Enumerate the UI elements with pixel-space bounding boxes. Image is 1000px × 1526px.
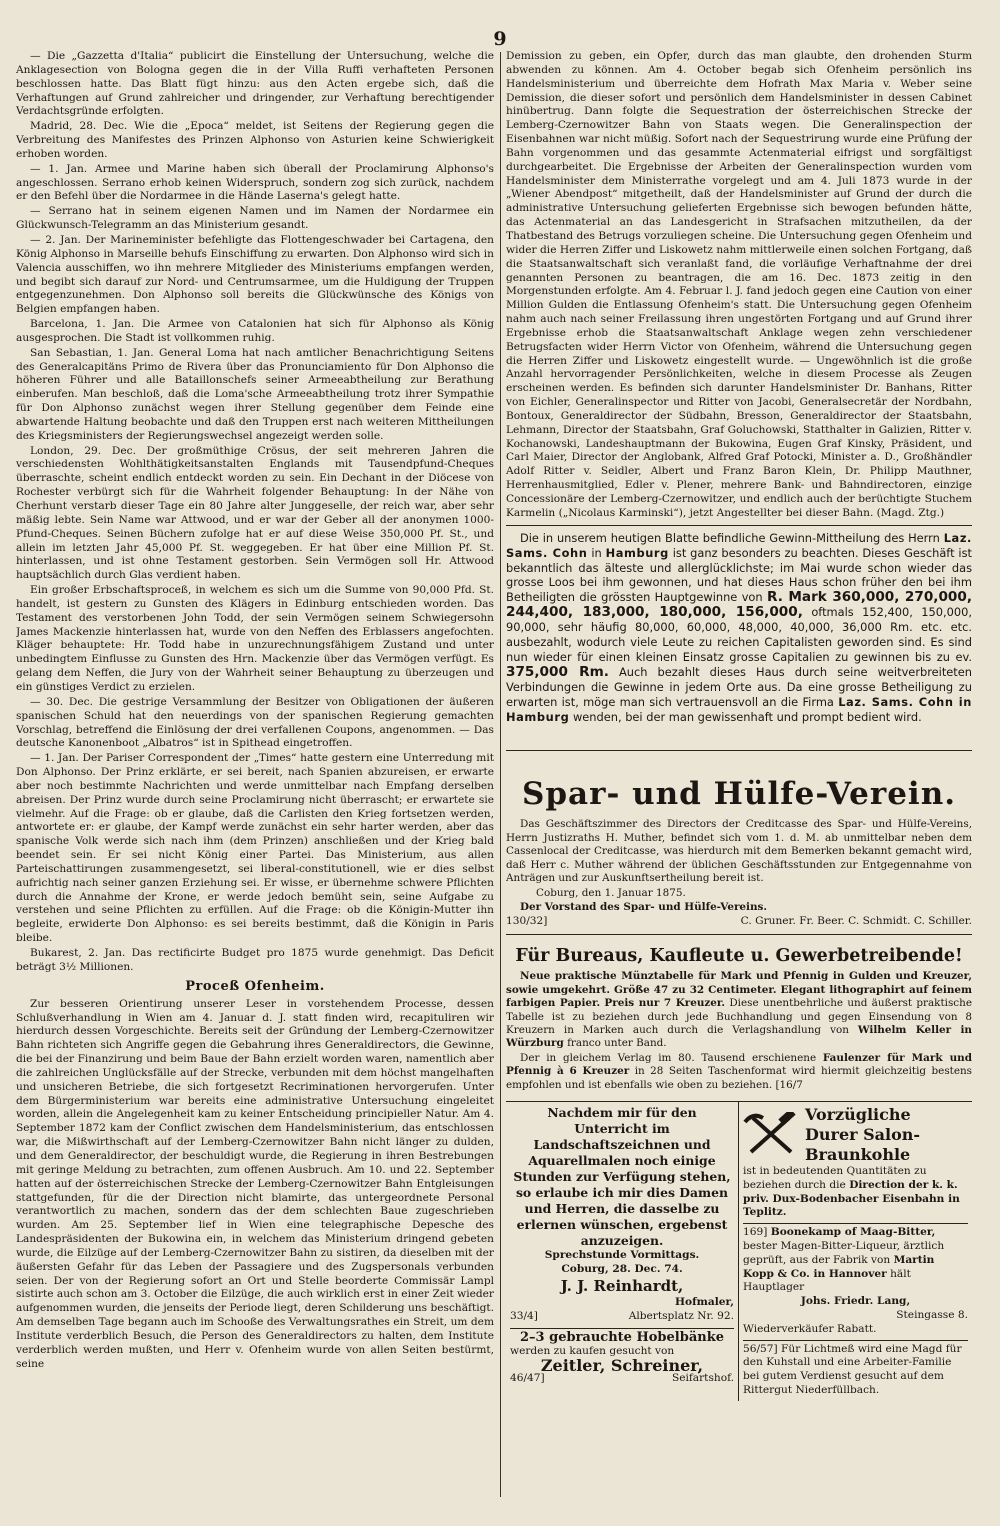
boonekamp-rebate: Wiederverkäufer Rabatt. xyxy=(743,1322,877,1335)
kohle-title: Vorzügliche Durer Salon-Braunkohle xyxy=(805,1104,921,1164)
hammer-and-pick-icon xyxy=(743,1112,799,1158)
bureaus-text3: franco unter Band. xyxy=(567,1037,667,1050)
kohle-firm: Direction der k. k. priv. Dux-Bodenbacher Eisenbahn in Teplitz. xyxy=(743,1178,960,1219)
cohn-body: ist ganz besonders zu beachten. Dieses Geschäft ist bekanntlich das älteste und allerglücklichste; im Mai wurde schon wieder das grosse Loos bei ihm gewonnen, und hat dieses Haus schon früher den bei ihm Betheiligten die grössten Hauptgewinne von xyxy=(506,545,972,605)
bureaus-faulenzer: Faulenzer für Mark und Pfennig à 6 Kreuzer xyxy=(506,1051,972,1078)
article-obligationen: — 30. Dec. Die gestrige Versammlung der Besitzer von Obligationen der äußeren spanischen Schuld hat den neuerdings von der spanischen Regierung gemachten Vorschlag, betreffend die Einlösung der drei verfallenen Coupons, angenommen. — Das deutsche Kanonenboot „Albatros“ ist in Spithead eingetroffen. xyxy=(16,695,494,750)
reinhardt-name: J. J. Reinhardt, xyxy=(560,1276,684,1295)
article-barcelona: Barcelona, 1. Jan. Die Armee von Catalonien hat sich für Alphonso als König ausgesprochen. Die Stadt ist vollkommen ruhig. xyxy=(16,318,494,344)
spar-verein-text: Das Geschäftszimmer des Directors der Creditcasse des Spar- und Hülfe-Vereins, Herrn Justizraths H. Muther, befindet sich vom 1. d. M. ab unmittelbar neben dem Cassenlocal der Creditcasse, was hierdurch mit dem Bemerken bekannt gemacht wird, daß Herr c. Muther während der üblichen Geschäftsstunden zur Entgegennahme von Anträgen und zur Auskunftsertheilung bereit ist. xyxy=(506,818,972,885)
article-erbschaftsprocess: Ein großer Erbschaftsproceß, in welchem es sich um die Summe von 90,000 Pfd. St. handelt, ist gestern zu Gunsten des Klägers in Edinburg entschieden worden. Das Testament des verstorbenen John Todd, der sein Vermögen seinem Schwiegersohn James Mackenzie hinterlassen hat, wurde von den Neffen des Erblassers angefochten. Kläger behauptete: Hr. Todd habe in unzurechnungsfähigem Zustand und unter unbedingtem Einflusse zu Gunsten des Hrn. Mackenzie über das Vermögen verfügt. Es gelang dem Neffen, die Jury von der Wahrheit seiner Behauptung zu überzeugen und ein günstiges Verdict zu erzielen. xyxy=(16,584,494,693)
reinhardt-hours: Sprechstunde Vormittags. xyxy=(544,1248,700,1261)
article-marineminister: — 2. Jan. Der Marineminister befehligte das Flottengeschwader bei Cartagena, den König Alphonso in Marseille behufs Einschiffung zu erwarten. Don Alphonso wird sich in Valencia ausschiffen, wo ihn mehrere Mitglieder des Ministeriums empfangen werden, und begibt sich darauf zur Nord- und Centrumsarmee, um die Huldigung der Truppen entgegenzunehmen. Don Alphonso soll bereits die Glückwünsche des Königs von Belgien empfangen haben. xyxy=(16,233,494,316)
kohle-header xyxy=(743,1105,968,1165)
left-column xyxy=(16,50,494,1510)
article-bukarest: Bukarest, 2. Jan. Das rectificirte Budget pro 1875 wurde genehmigt. Das Deficit beträgt 3½ Millionen. xyxy=(16,947,494,973)
small-ads-grid xyxy=(506,1101,972,1401)
magd-ref: 56/57] xyxy=(743,1342,778,1355)
hobel-ref: 46/47] xyxy=(510,1372,545,1385)
boonekamp-depot: hält Hauptlager xyxy=(743,1267,911,1294)
spar-verein-ref: 130/32] xyxy=(506,915,548,928)
hobel-title: 2–3 gebrauchte Hobelbänke xyxy=(520,1329,724,1345)
cohn-name: Laz. Sams. Cohn xyxy=(506,530,972,560)
boonekamp-text: bester Magen-Bitter-Liqueur, ärztlich geprüft, aus der Fabrik von xyxy=(743,1239,945,1266)
hobel-name: Zeitler, Schreiner, xyxy=(540,1355,704,1375)
cohn-body-2: Auch bezahlt dieses Haus durch seine weitverbreiteten Verbindungen die Gewinne in jedem Orte aus. Da eine grosse Betheiligung zu erwarten ist, möge man sich vertrauensvoll an die Firma xyxy=(506,664,972,709)
bureaus-price: Preis nur 7 Kreuzer. xyxy=(604,997,726,1010)
spar-verein-board: Der Vorstand des Spar- und Hülfe-Vereins. xyxy=(520,900,768,913)
cohn-advertisement xyxy=(506,525,972,729)
cohn-city: Hamburg xyxy=(605,545,669,560)
bureaus-ad xyxy=(506,934,972,1096)
reinhardt-date: Coburg, 28. Dec. 74. xyxy=(561,1262,683,1275)
boonekamp-firm: Martin Kopp & Co. in Hannover xyxy=(743,1253,935,1280)
article-ofenheim: Zur besseren Orientirung unserer Leser in vorstehendem Processe, dessen Schlußverhandlung in Wien am 4. Januar d. J. statt finden wird, recapituliren wir hierdurch dessen Vorgeschichte. Bereits seit der Gründung der Lemberg-Czernowitzer Bahn richteten sich Angriffe gegen die Gebahrung ihres Generaldirectors, die Gewinne, die bei der Finanzirung und beim Baue der Bahn erzielt worden waren, namentlich aber die zahlreichen Unglücksfälle auf der Strecke, verbunden mit dem höchst mangelhaften und unsicheren Betriebe, die sich fortgesetzt Recriminationen hervorgerufen. Unter dem Bürgerministerium war bereits eine administrative Untersuchung eingeleitet worden, allein die Angelegenheit kam zu keiner Entscheidung principieller Natur. Am 4. September 1872 kam der Conflict zwischen dem Handelsministerium, das entschlossen war, die Mißwirthschaft auf der Lemberg-Czernowitzer Bahn nicht länger zu dulden, und dem Generaldirector, der beschuldigt wurde, die Regierung in ihren Bestrebungen mit geringe Meldung zu betrachten, zum offenen Ausbruch. Am 10. und 22. September hatten auf der österreichischen Strecke der Lemberg-Czernowitzer Bahn Entgleisungen stattgefunden, für die der Direction nicht blamirte, das untergeordnete Personal verantwortlich zu machen, sondern das der dem schlechten Baue zugeschrieben wurden. Am 25. September lief in Wien eine telegraphische Depesche des Landespräsidenten der Bukowina ein, in welchem das Ministerium dringend gebeten wurde, die Eilzüge auf der Lemberg-Czernowitzer Bahn zu sistiren, da dieselben mit der äußersten Gefahr für das Leben der Passagiere und des Zugspersonals verbunden seien. Der von der Regierung sofort an Ort und Stelle beorderte Commissär Lampl sistirte auch schon am 3. October die Eilzüge, die auch wirklich erst in einer Zeit wieder aufgenommen wurden, die jenseits der Periode liegt, deren Schilderung uns beschäftigt. Am demselben Tage begann auch im Schooße des Verwaltungsrathes ein Streit, um dem Institute verderblich Besuch, die Person des Generaldirectors zu halten, dem Institute verderblich werden mußten, und Herr v. Ofenheim wurde von allen Seiten bestürmt, seine xyxy=(16,997,494,1370)
kohle-text xyxy=(743,1165,968,1220)
hobel-place: Seifartshof. xyxy=(671,1372,734,1385)
spar-verein-title: Spar- und Hülfe-Verein. xyxy=(521,776,957,813)
cohn-amounts-big: R. Mark 360,000, 270,000, 244,400, 183,000, 180,000, 156,000, xyxy=(506,589,972,621)
boonekamp-ad xyxy=(743,1223,968,1336)
reinhardt-address: Albertsplatz Nr. 92. xyxy=(628,1310,734,1323)
cohn-intro: Die in unserem heutigen Blatte befindliche Gewinn-Mittheilung des Herrn xyxy=(520,530,940,545)
reinhardt-footer xyxy=(510,1310,734,1324)
article-proclamation: — 1. Jan. Armee und Marine haben sich überall der Proclamirung Alphonso's angeschlossen. Serrano erhob keinen Widerspruch, sondern zog sich zurück, nachdem er den Befehl über die Nordarmee in die Hände Laserna's gelegt hatte. xyxy=(16,162,494,203)
article-madrid: Madrid, 28. Dec. Wie die „Epoca“ meldet, ist Seitens der Regierung gegen die Verbreitung des Manifestes des Prinzen Alphonso von Asturien keine Schwierigkeit erhoben worden. xyxy=(16,120,494,160)
article-ofenheim-continued: Demission zu geben, ein Opfer, durch das man glaubte, den drohenden Sturm abwenden zu können. Am 4. October begab sich Ofenheim persönlich ins Handelsministerium und überreichte dem Hofrath Max Maria v. Weber seine Demission, die dieser sofort und persönlich dem Handelsminister in dessen Cabinet hinübertrug. Dann folgte die Sequestration der österreichischen Strecke der Lemberg-Czernowitzer Bahn von Staats wegen. Die Generalinspection der Eisenbahnen war nicht müßig. Sofort nach der Sequestrirung wurde eine Prüfung der Bahn vorgenommen und das gesammte Actenmaterial eifrigst und sorgfältigst durchgearbeitet. Die Ergebnisse der Arbeiten der Generalinspection wurden vom Handelsminister dem Ministerrathe vorgelegt und am 4. Juli 1873 wurde in der „Wiener Abendpost“ mitgetheilt, daß der Handelsminister auf Grund der durch die administrative Untersuchung gelieferten Ergebnisse sich bewogen befunden hätte, das Actenmaterial an das Landesgericht in Strafsachen mitzutheilen, da der Thatbestand des Betrugs vorzuliegen scheine. Die Untersuchung gegen Ofenheim und wider die Herren Ziffer und Liskowetz nahm mittlerweile einen solchen Fortgang, daß die Staatsanwaltschaft sich veranlaßt fand, die vorläufige Verhaftnahme der drei genannten Personen zu beantragen, die am 16. Dec. 1873 zeitig in den Morgenstunden erfolgte. Am 4. Februar l. J. fand jedoch gegen eine Caution von einer Million Gulden die Entlassung Ofenheim's statt. Die Untersuchung gegen Ofenheim nahm auch nach seiner Freilassung ihren ungestörten Fortgang und auf Grund ihrer Ergebnisse erhob die Staatsanwaltschaft Anklage wegen zehn verschiedener Betrugsfacten wider Herrn Victor von Ofenheim, während die Untersuchung gegen die Herren Ziffer und Liskowetz eingestellt wurde. — Ungewöhnlich ist die große Anzahl hervorragender Persönlichkeiten, welche in diesem Processe als Zeugen erscheinen werden. Es befinden sich darunter Handelsminister Dr. Banhans, Ritter von Eichler, Generalinspector und Ritter von Jacobi, Generalsecretär der Nordbahn, Bontoux, Generaldirector der Südbahn, Bresson, Generaldirector der Staatsbahn, Lehmann, Director der Staatsbahn, Graf Goluchowski, Statthalter in Galizien, Ritter v. Kochanowski, Landeshauptmann der Bukowina, Eugen Graf Kinsky, Präsident, und Carl Maier, Director der Anglobank, Alfred Graf Potocki, Minister a. D., Großhändler Adolf Ritter v. Seidler, Albert und Franz Baron Klein, Dr. Philipp Mauthner, Herrenhausmitglied, Edler v. Plener, mehrere Bank- und Bahndirectoren, einzige Concessionäre der Lemberg-Czernowitzer, und endlich auch der berüchtigte Stuchem Karmelin („Nicolaus Karminski“), jetzt Angestellter bei dieser Bahn. (Magd. Ztg.) xyxy=(506,50,972,519)
bureaus-text4: Der in gleichem Verlag im 80. Tausend erschienene xyxy=(520,1051,817,1064)
bureaus-title: Für Bureaus, Kaufleute u. Gewerbetreibende! xyxy=(515,946,963,967)
column-divider xyxy=(500,52,501,1497)
boonekamp-title: Boonekamp of Maag-Bitter, xyxy=(770,1226,936,1239)
bureaus-text5: in 28 Seiten Taschenformat wird hiermit gleichzeitig bestens empfohlen und ist ebenfalls wie oben zu beziehen. xyxy=(506,1065,972,1091)
spar-verein-ad xyxy=(506,750,972,930)
kohle-text-body: ist in bedeutenden Quantitäten zu beziehen durch die xyxy=(743,1164,927,1191)
bureaus-text2: Diese unentbehrliche und äußerst praktische Tabelle ist zu beziehen durch jede Buchhandlung und gegen Einsendung von 8 Kreuzern in Marken auch durch die Verlagshandlung von xyxy=(506,997,972,1036)
page-number: 9 xyxy=(493,28,507,50)
article-serrano: — Serrano hat in seinem eigenen Namen und im Namen der Nordarmee ein Glückwunsch-Telegramm an das Ministerium gesandt. xyxy=(16,205,494,232)
reinhardt-ad xyxy=(506,1102,739,1401)
article-times-interview: — 1. Jan. Der Pariser Correspondent der „Times“ hatte gestern eine Unterredung mit Don Alphonso. Der Prinz erklärte, er sei bereit, nach Spanien abzureisen, er erwarte aber noch bestimmte Nachrichten und werde unmittelbar nach Empfang derselben abreisen. Der Prinz wurde durch seine Proclamirung nicht überrascht; er erwartete sie vielmehr. Auf die Frage: ob er glaube, daß die Carlisten den Krieg fortsetzen werden, antwortete er: er glaube, der Kampf werde zunächst ein sehr harter werden, aber das spanische Volk werde sich nach ihm (dem Prinzen) anschließen und der Krieg bald beendet sein. Er sei nicht König einer Partei. Das Ministerium, aus allen Parteischattirungen zusammengesetzt, sei liberal-constitutionell, wie er dies selbst aufrichtig nach seiner ganzen Erziehung sei. Er wisse, er übernehme schwere Pflichten durch die Annahme der Krone, er werde jedoch bemüht sein, seine Aufgabe zu verstehen und seine Pflichten zu erfüllen. Auf die Frage: ob die Königin-Mutter ihn begleite, erwiderte Don Alphonso: es sei bereits bestimmt, daß die Königin in Paris bleibe. xyxy=(16,752,494,945)
hobel-text: werden zu kaufen gesucht von xyxy=(510,1344,675,1357)
article-gazzetta: — Die „Gazzetta d'Italia“ publicirt die Einstellung der Untersuchung, welche die Anklagesection von Bologna gegen die in der Villa Ruffi verhafteten Personen beschlossen hatte. Das Blatt fügt hinzu: aus den Acten ergebe sich, daß die Verhaftungen auf Grund zahlreicher und dringender, zur Verhaftung berechtigender Verdachtsgründe erfolgten. xyxy=(16,50,494,118)
boonekamp-dealer: Johs. Friedr. Lang, xyxy=(800,1295,911,1308)
cohn-closing: wenden, bei der man gewissenhaft und prompt bedient wird. xyxy=(572,709,922,724)
spar-verein-date: Coburg, den 1. Januar 1875. xyxy=(536,886,686,899)
kohle-column xyxy=(739,1102,972,1401)
bureaus-publisher: Wilhelm Keller in Würzburg xyxy=(506,1023,972,1050)
heading-prozess-ofenheim: Proceß Ofenheim. xyxy=(185,978,325,994)
reinhardt-title: Nachdem mir für den Unterricht im Landschaftszeichnen und Aquarellmalen noch einige Stunden zur Verfügung stehen, so erlaube ich mir dies Damen und Herren, die dasselbe zu erlernen wünschen, ergebenst anzuzeigen. xyxy=(513,1104,731,1248)
cohn-amount-375: 375,000 Rm. xyxy=(506,663,609,680)
article-london: London, 29. Dec. Der großmüthige Crösus, der seit mehreren Jahren die verschiedensten Wohlthätigkeitsanstalten Englands mit Tausendpfund-Cheques überraschte, scheint endlich entdeckt worden zu sein. Ein Dechant in der Diöcese von Rochester verbürgt sich für die Wahrheit folgender Behauptung: In der Nähe von Cherhunt verstarb dieser Tage ein 80 Jahre alter Junggeselle, der reich war, aber sehr mäßig lebte. Sein Name war Attwood, und er war der Geber all der anonymen 1000-Pfund-Cheques. Seinen Büchern zufolge hat er auf diese Weise 350,000 Pf. St., und allein im letzten Jahr 45,000 Pf. St. weggegeben. Er hat über eine Million Pf. St. hinterlassen, und ist ohne Testament gestorben. Sein Vermögen soll Hr. Attwood hauptsächlich durch Glas verdient haben. xyxy=(16,444,494,582)
reinhardt-ref: 33/4] xyxy=(510,1310,538,1323)
boonekamp-street: Steingasse 8. xyxy=(896,1308,968,1321)
hobelbaenke-ad xyxy=(510,1328,734,1386)
boonekamp-ref: 169] xyxy=(743,1226,768,1239)
spar-verein-members: C. Gruner. Fr. Beer. C. Schmidt. C. Schiller. xyxy=(740,915,972,928)
magd-ad xyxy=(743,1340,968,1398)
spar-verein-signatures xyxy=(506,915,972,927)
article-san-sebastian: San Sebastian, 1. Jan. General Loma hat nach amtlicher Benachrichtigung Seitens des Generalcapitäns Primo de Rivera über das Pronunciamiento für Don Alphonso die höheren Führer und alle Bataillonschefs seiner Armeeabtheilung zur Berathung einberufen. Man beschloß, daß die Loma'sche Armeeabtheilung trotz ihrer Sympathie für Don Alphonso zunächst wegen ihrer Stellung gegenüber dem Feinde eine abwartende Haltung beobachte und daß den Truppen erst nach weiteren Mittheilungen des Kriegsministers der Regierungswechsel angezeigt werden solle. xyxy=(16,346,494,442)
right-column xyxy=(506,50,972,1510)
cohn-firm: Laz. Sams. Cohn in Hamburg xyxy=(506,694,972,724)
bureaus-ref: [16/7 xyxy=(775,1078,803,1091)
bureaus-text1: Neue praktische Münztabelle für Mark und Pfennig in Gulden und Kreuzer, sowie umgekehrt. Größe 47 zu 32 Centimeter. Elegant lithographirt auf feinem farbigen Papier. xyxy=(506,970,972,1010)
cohn-in: in xyxy=(591,545,602,560)
cohn-amounts-small: oftmals 152,400, 150,000, 90,000, sehr häufig 80,000, 60,000, 48,000, 40,000, 36,000 Rm. etc. etc. ausbezahlt, wodurch viele Leute zu reichen Capitalisten geworden sind. Es sind nun wieder für einen kleinen Einsatz grosse Capitalien zu gewinnen bis zu ev. xyxy=(506,605,972,664)
magd-text: Für Lichtmeß wird eine Magd für den Kuhstall und eine Arbeiter-Familie bei gutem Verdienst gesucht auf dem Rittergut Niederfüllbach. xyxy=(743,1342,962,1396)
reinhardt-role: Hofmaler, xyxy=(675,1296,734,1309)
